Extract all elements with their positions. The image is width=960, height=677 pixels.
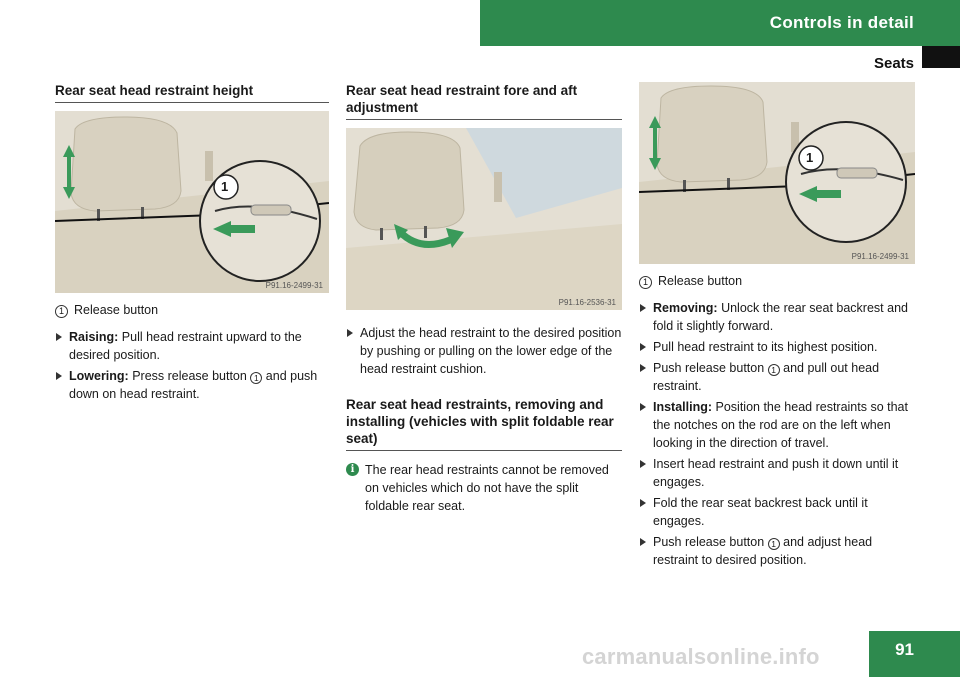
head-restraint-illustration: [55, 111, 329, 293]
list-item: Lowering: Press release button 1 and push down on head restraint.: [55, 367, 329, 403]
column-fore-aft-adjustment: [346, 82, 622, 515]
fore-aft-figure: [346, 128, 622, 310]
list-item: Fold the rear seat backrest back until it engages.: [639, 494, 915, 530]
figure-legend: [55, 303, 329, 318]
release-button-illustration: [639, 82, 915, 264]
instruction-list: [346, 324, 622, 378]
page-number-tab: [869, 631, 960, 677]
callout-number: 1: [221, 179, 229, 194]
list-item: Push release button 1 and pull out head restraint.: [639, 359, 915, 395]
fore-aft-illustration: [346, 128, 622, 310]
page-number: 91: [895, 640, 914, 659]
list-item: Push release button 1 and adjust head restraint to desired position.: [639, 533, 915, 569]
legend-text: Release button: [658, 274, 743, 288]
section-heading: Rear seat head restraint fore and aft adjustment: [346, 82, 622, 120]
section-title: Seats: [873, 55, 914, 72]
list-item: Installing: Position the head restraints so that the notches on the rod are on the left when looking in the direction of travel.: [639, 398, 915, 452]
column-removing-installing: [639, 82, 915, 572]
info-icon: i: [346, 463, 359, 476]
figure-code: P91.16-2536-31: [558, 298, 616, 307]
list-item: Raising: Pull head restraint upward to the desired position.: [55, 328, 329, 364]
info-text: The rear head restraints cannot be removed on vehicles which do not have the split foldable rear seat.: [365, 463, 609, 513]
legend-number: 1: [639, 276, 652, 289]
list-item: Pull head restraint to its highest position.: [639, 338, 915, 356]
section-heading: Rear seat head restraints, removing and installing (vehicles with split foldable rear seat): [346, 396, 622, 451]
chapter-title: Controls in detail: [769, 13, 914, 32]
legend-number: 1: [55, 305, 68, 318]
release-button-figure: [639, 82, 915, 264]
list-item: Insert head restraint and push it down until it engages.: [639, 455, 915, 491]
info-note: [346, 461, 622, 515]
instruction-list: [55, 328, 329, 403]
figure-code: P91.16-2499-31: [265, 281, 323, 290]
watermark: carmanualsonline.info: [582, 644, 820, 669]
head-restraint-height-figure: [55, 111, 329, 293]
figure-legend: [639, 274, 915, 289]
figure-code: P91.16-2499-31: [851, 252, 909, 261]
section-heading: Rear seat head restraint height: [55, 82, 329, 103]
callout-number: 1: [806, 150, 814, 165]
column-head-restraint-height: [55, 82, 329, 406]
legend-text: Release button: [74, 303, 159, 317]
section-marker: [922, 46, 960, 68]
list-item: Adjust the head restraint to the desired position by pushing or pulling on the lower edge of the head restraint cushion.: [346, 324, 622, 378]
list-item: Removing: Unlock the rear seat backrest and fold it slightly forward.: [639, 299, 915, 335]
instruction-list: [639, 299, 915, 569]
